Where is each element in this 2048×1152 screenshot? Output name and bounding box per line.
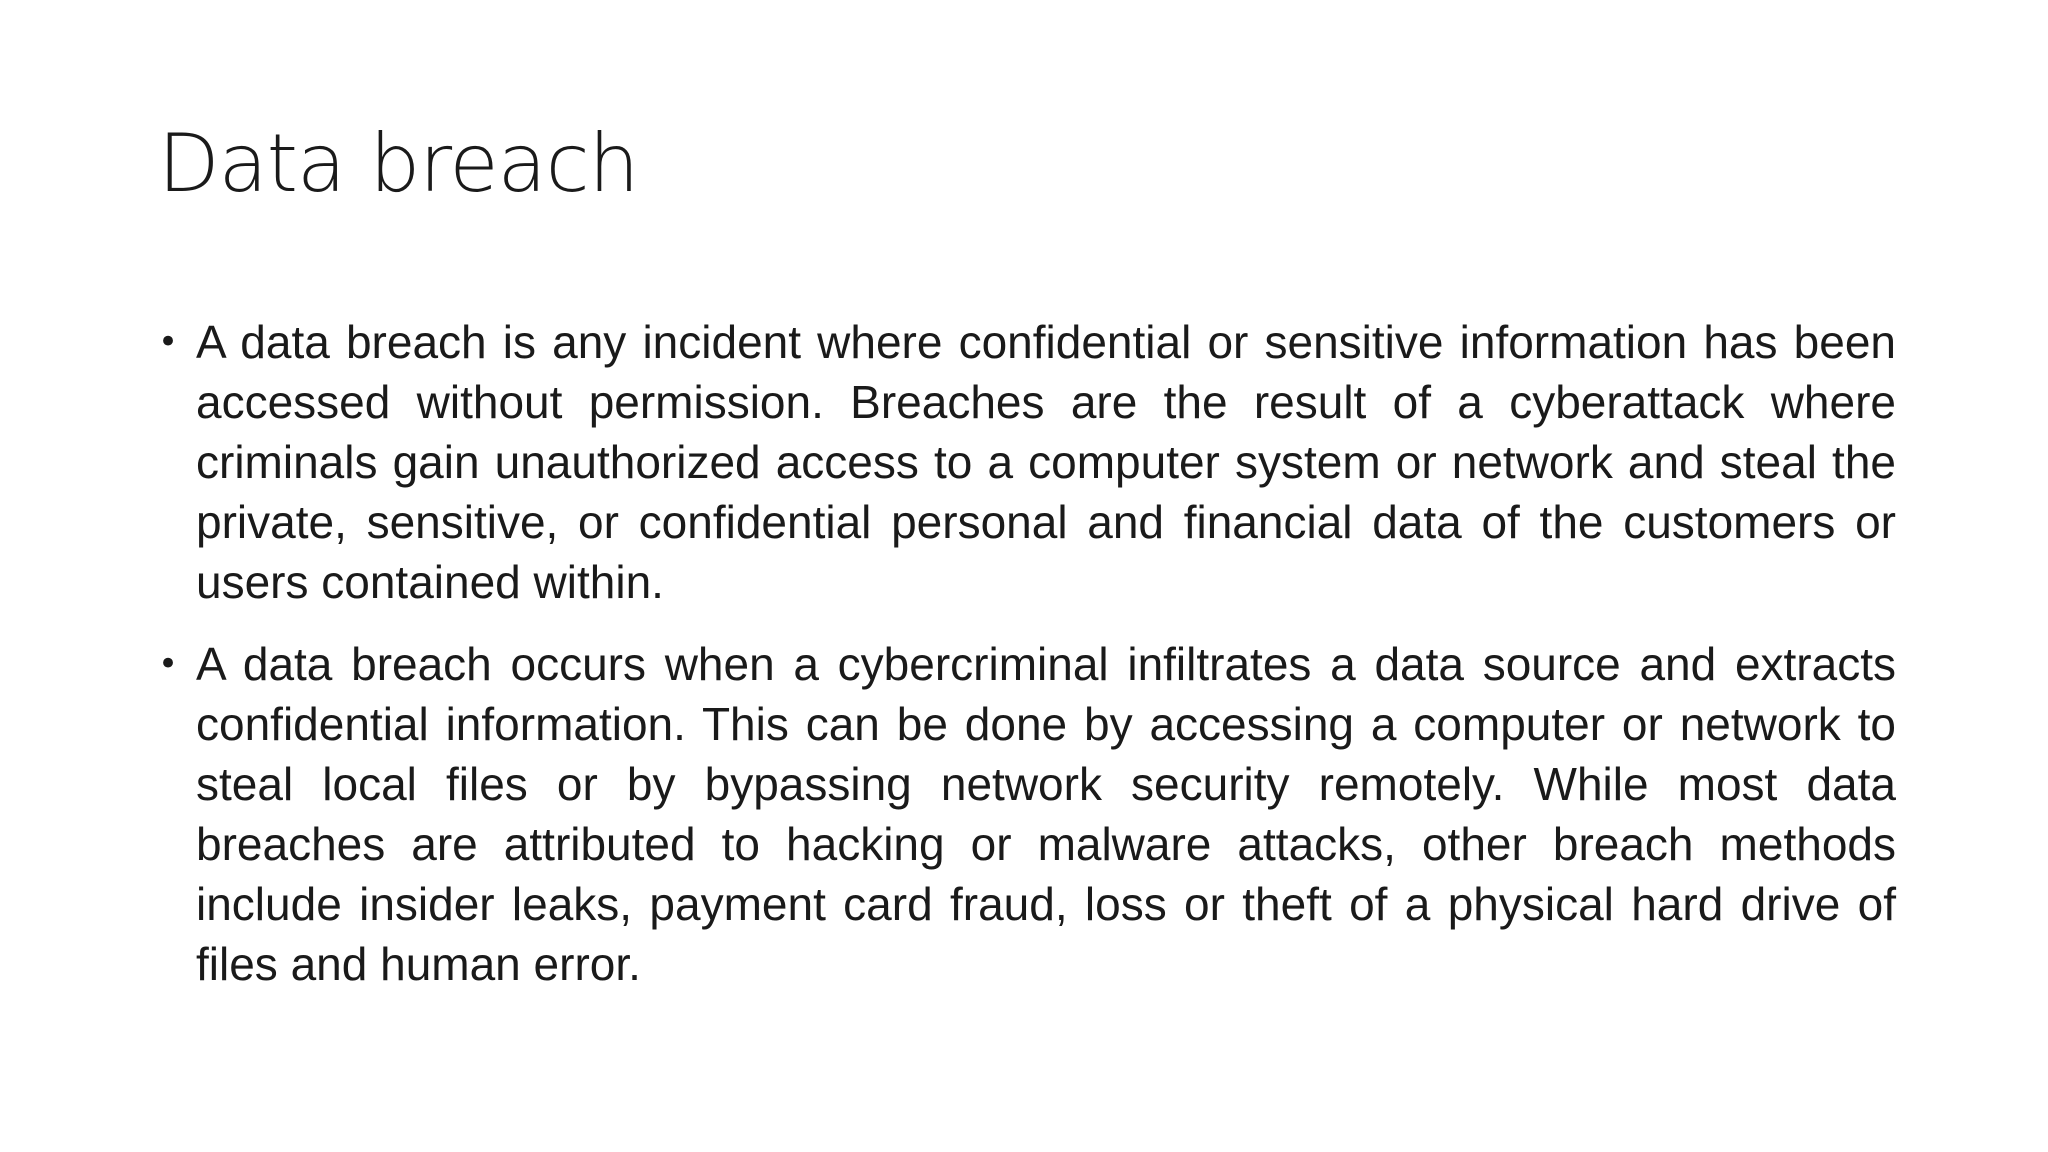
slide-title: Data breach [158, 117, 639, 210]
bullet-item [158, 312, 1896, 612]
bullet-text: A data breach is any incident where confidential or sensitive information has been accessed without permission. Breaches are the result of a cyberattack where criminals gain unauthorized access to a computer system or network and steal the private, sensitive, or confidential personal and financial data of the customers or users contained within. [196, 316, 1896, 608]
bullet-marker: • [158, 322, 179, 362]
bullet-marker: • [158, 644, 179, 684]
bullet-text: A data breach occurs when a cybercriminal infiltrates a data source and extracts confidential information. This can be done by accessing a computer or network to steal local files or by bypassing network security remotely. While most data breaches are attributed to hacking or malware attacks, other breach methods include insider leaks, payment card fraud, loss or theft of a physical hard drive of files and human error. [196, 638, 1896, 990]
bullet-item [158, 634, 1896, 994]
bullet-list [158, 312, 1896, 1016]
